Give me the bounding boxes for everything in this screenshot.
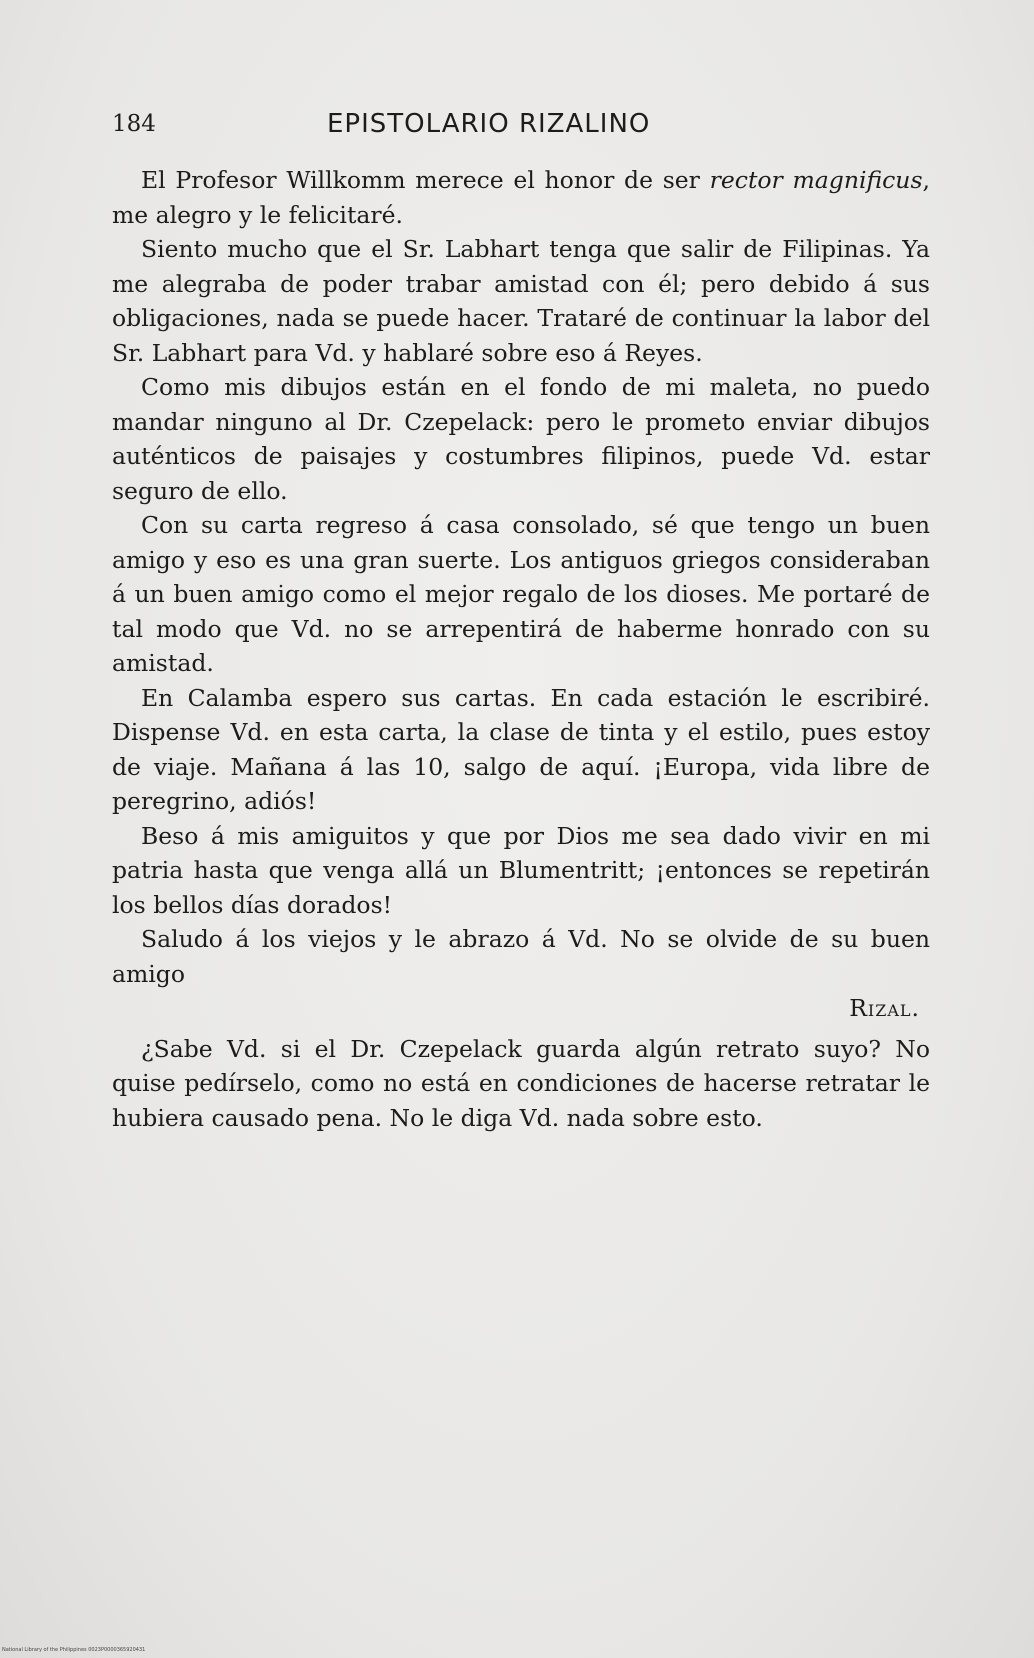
- scan-credit: National Library of the Philippines 0023P0000365920431: [2, 1647, 146, 1653]
- page-header: [112, 104, 932, 144]
- paragraph-1: [112, 163, 930, 232]
- signature: Rizal.: [849, 994, 920, 1022]
- paragraph-2: Siento mucho que el Sr. Labhart tenga que salir de Filipinas. Ya me alegraba de poder trabar amistad con él; pero debido á sus obligaciones, nada se puede hacer. Trataré de continuar la labor del Sr. Labhart para Vd. y hablaré sobre eso á Reyes.: [112, 235, 930, 367]
- latin-phrase: rector magnificus: [709, 166, 923, 194]
- running-title: EPISTOLARIO RIZALINO: [327, 109, 651, 139]
- paragraph-1-start: El Profesor Willkomm merece el honor de ser: [141, 166, 710, 194]
- paragraph-1-end: , me alegro y le felicitaré.: [112, 166, 930, 229]
- letter-body: [112, 163, 930, 1135]
- paragraph-5: En Calamba espero sus cartas. En cada estación le escribiré. Dispense Vd. en esta carta, la clase de tinta y el estilo, pues estoy de viaje. Mañana á las 10, salgo de aquí. ¡Europa, vida libre de peregrino, adiós!: [112, 683, 930, 815]
- paragraph-3: Como mis dibujos están en el fondo de mi maleta, no puedo mandar ninguno al Dr. Czepelack: pero le prometo enviar dibujos auténticos de paisajes y costumbres filipinos, puede Vd. estar seguro de ello.: [112, 373, 930, 505]
- page-number: 184: [112, 111, 156, 137]
- postscript: ¿Sabe Vd. si el Dr. Czepelack guarda algún retrato suyo? No quise pedírselo, como no está en condiciones de hacerse retratar le hubiera causado pena. No le diga Vd. nada sobre esto.: [112, 1034, 930, 1132]
- paragraph-4: Con su carta regreso á casa consolado, sé que tengo un buen amigo y eso es una gran suerte. Los antiguos griegos consideraban á un buen amigo como el mejor regalo de los dioses. Me portaré de tal modo que Vd. no se arrepentirá de haberme honrado con su amistad.: [112, 511, 930, 677]
- paragraph-7: Saludo á los viejos y le abrazo á Vd. No se olvide de su buen amigo: [112, 925, 930, 988]
- paragraph-6: Beso á mis amiguitos y que por Dios me sea dado vivir en mi patria hasta que venga allá un Blumentritt; ¡entonces se repetirán los bellos días dorados!: [112, 821, 930, 919]
